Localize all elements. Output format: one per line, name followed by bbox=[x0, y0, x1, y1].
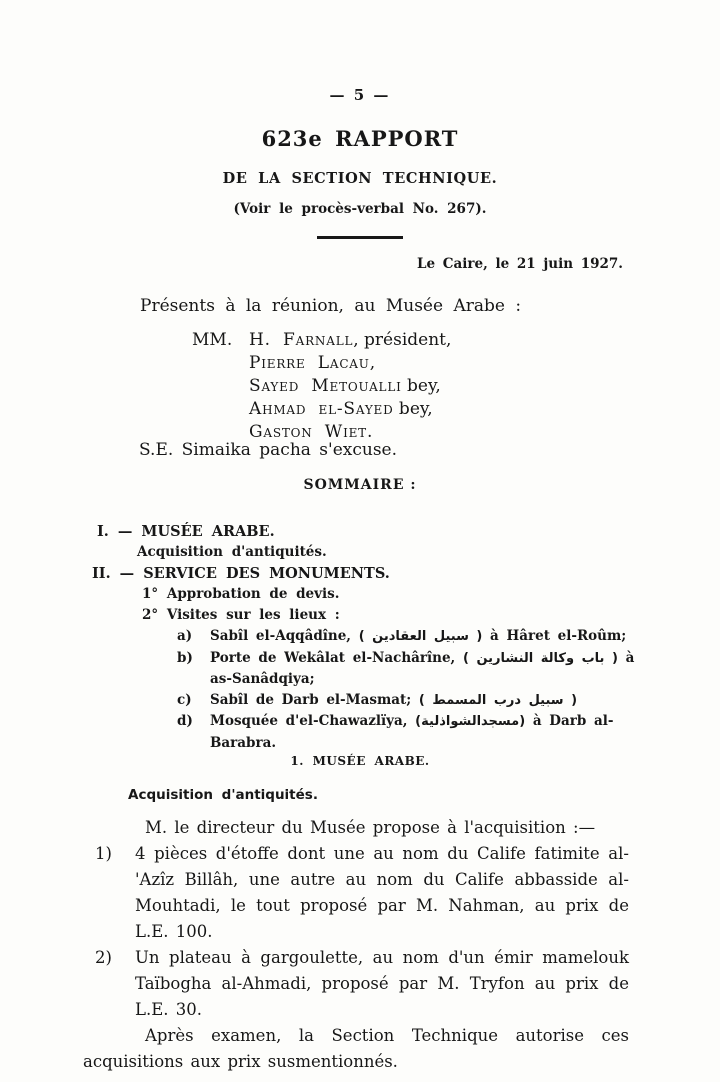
sommaire-visite-d bbox=[92, 711, 648, 753]
section-heading: 1. MUSÉE ARABE. bbox=[290, 754, 430, 768]
attendee-row bbox=[192, 398, 451, 421]
report-title: 623e RAPPORT bbox=[261, 126, 459, 151]
visite-letter: a) bbox=[177, 628, 193, 644]
item-number: 1) bbox=[95, 844, 112, 863]
page-number: — 5 — bbox=[329, 86, 391, 104]
section-intro: M. le directeur du Musée propose à l'acquisition :— bbox=[145, 818, 596, 837]
divider-rule bbox=[317, 236, 403, 239]
sommaire-entry: 2° Visites sur les lieux : bbox=[142, 607, 340, 623]
sommaire-entry: 1° Approbation de devis. bbox=[142, 586, 340, 602]
attendee-suffix: . bbox=[367, 422, 373, 442]
visite-text: Sabîl el-Aqqâdîne, bbox=[210, 628, 351, 644]
acquisition-item-2 bbox=[83, 945, 629, 1023]
visite-suffix: à Darb al-Barabra. bbox=[210, 713, 614, 751]
attendee-name: Ahmad el-Sayed bbox=[249, 399, 394, 419]
visite-suffix: à Hâret el-Roûm; bbox=[490, 628, 627, 644]
attendee-name: Sayed Metoualli bbox=[249, 376, 402, 396]
section-conclusion: Après examen, la Section Technique autorise ces acquisitions aux prix susmentionnés. bbox=[83, 1026, 629, 1071]
dateline: Le Caire, le 21 juin 1927. bbox=[416, 256, 623, 272]
attendee-name: Gaston Wiet bbox=[249, 422, 367, 442]
sommaire-visite-a bbox=[92, 626, 648, 648]
visite-text: Porte de Wekâlat el-Nachârîne, bbox=[210, 649, 456, 666]
sommaire-visite-b bbox=[92, 648, 648, 690]
arabic-inline: ( سبيل درب المسمط ) bbox=[418, 692, 578, 708]
arabic-inline: ( سبيل العقادين ) bbox=[358, 629, 483, 644]
visite-text: Mosquée d'el-Chawazlïya, bbox=[210, 713, 408, 729]
attendee-suffix: , bbox=[369, 353, 376, 373]
section-body bbox=[83, 815, 629, 1075]
visite-letter: d) bbox=[177, 713, 193, 729]
attendees-prefix: MM. bbox=[192, 330, 233, 350]
sommaire-entry: II. — SERVICE DES MONUMENTS. bbox=[92, 565, 390, 582]
arabic-inline: ( باب وكالة النشارين ) bbox=[462, 650, 618, 666]
sommaire-visite-c bbox=[92, 690, 648, 712]
sommaire-list bbox=[92, 521, 648, 753]
reference-note: (Voir le procès-verbal No. 267). bbox=[233, 201, 487, 217]
sommaire-heading: SOMMAIRE : bbox=[303, 477, 417, 493]
visite-suffix: à as-Sanâdqiya; bbox=[210, 649, 635, 687]
attendee-row bbox=[192, 352, 451, 375]
item-text: 4 pièces d'étoffe dont une au nom du Calife fatimite al-'Azîz Billâh, une autre au nom du Calife abbasside al-Mouhtadi, le tout proposé par M. Nahman, au prix de L.E. 100. bbox=[135, 844, 629, 941]
attendee-row bbox=[192, 329, 451, 352]
attendee-suffix: , président, bbox=[353, 330, 452, 350]
excuse-line: S.E. Simaika pacha s'excuse. bbox=[139, 440, 398, 460]
section-subheading: Acquisition d'antiquités. bbox=[128, 787, 318, 803]
attendee-row bbox=[192, 375, 451, 398]
report-subtitle: DE LA SECTION TECHNIQUE. bbox=[222, 170, 498, 187]
visite-text: Sabîl de Darb el-Masmat; bbox=[210, 691, 412, 708]
sommaire-entry: Acquisition d'antiquités. bbox=[137, 544, 327, 560]
attendee-suffix: bey, bbox=[393, 399, 433, 419]
attendee-suffix: bey, bbox=[401, 376, 441, 396]
item-text: Un plateau à gargoulette, au nom d'un émir mamelouk Taïbogha al-Ahmadi, proposé par M. Tryfon au prix de L.E. 30. bbox=[135, 948, 629, 1019]
item-number: 2) bbox=[95, 948, 112, 967]
attendee-name: H. Farnall bbox=[249, 330, 354, 350]
arabic-inline: (مسجدالشواذلية) bbox=[415, 714, 526, 729]
acquisition-item-1 bbox=[83, 841, 629, 945]
presents-line: Présents à la réunion, au Musée Arabe : bbox=[140, 296, 522, 316]
attendees-list bbox=[192, 329, 451, 444]
visite-letter: c) bbox=[177, 691, 192, 708]
visite-letter: b) bbox=[177, 649, 193, 666]
attendee-name: Pierre Lacau bbox=[249, 353, 370, 373]
sommaire-entry: I. — MUSÉE ARABE. bbox=[97, 523, 275, 540]
